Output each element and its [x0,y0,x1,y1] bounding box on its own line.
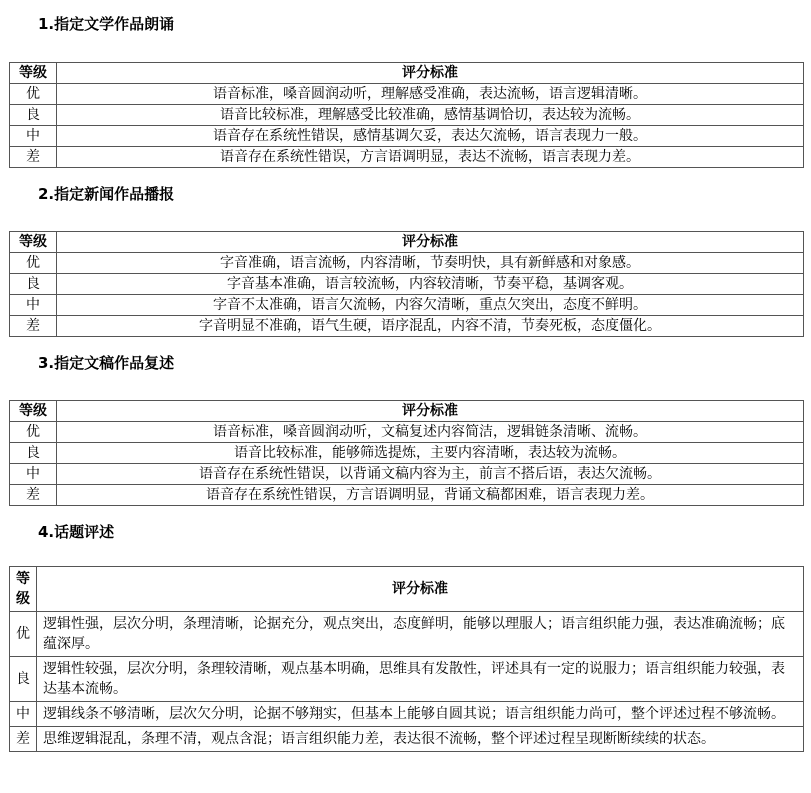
grade-header: 等级 [10,63,57,84]
criteria-cell: 语音存在系统性错误，以背诵文稿内容为主，前言不搭后语，表达欠流畅。 [57,464,804,485]
table-row [10,657,804,702]
criteria-cell: 语音比较标准，能够筛选提炼，主要内容清晰，表达较为流畅。 [57,443,804,464]
criteria-header: 评分标准 [37,567,804,612]
table-row [10,105,804,126]
criteria-cell: 字音基本准确，语言较流畅，内容较清晰，节奏平稳，基调客观。 [57,274,804,295]
grade-cell: 中 [10,126,57,147]
table-row [10,727,804,752]
table-row [10,464,804,485]
grade-cell: 差 [10,316,57,337]
grade-cell: 良 [10,274,57,295]
table-row [10,612,804,657]
score-table-1 [9,62,804,168]
section-title-2: 2.指定新闻作品播报 [38,185,175,203]
criteria-cell: 语音比较标准，理解感受比较准确，感情基调恰切，表达较为流畅。 [57,105,804,126]
criteria-header: 评分标准 [57,63,804,84]
section-title-1: 1.指定文学作品朗诵 [38,15,175,33]
table-row [10,702,804,727]
section-title-4: 4.话题评述 [38,523,115,541]
section-title-3: 3.指定文稿作品复述 [38,354,175,372]
criteria-header: 评分标准 [57,401,804,422]
table-row [10,126,804,147]
grade-cell: 差 [10,147,57,168]
grade-header: 等级 [10,232,57,253]
table-header-row [10,63,804,84]
criteria-cell: 思维逻辑混乱，条理不清，观点含混；语言组织能力差，表达很不流畅，整个评述过程呈现断断续续的状态。 [37,727,804,752]
table-header-row [10,232,804,253]
table-row [10,274,804,295]
criteria-cell: 语音存在系统性错误，方言语调明显，表达不流畅，语言表现力差。 [57,147,804,168]
grade-header: 等级 [10,567,37,612]
grade-header: 等级 [10,401,57,422]
score-table-2 [9,231,804,337]
criteria-cell: 语音存在系统性错误，感情基调欠妥，表达欠流畅，语言表现力一般。 [57,126,804,147]
grade-cell: 中 [10,464,57,485]
grade-cell: 优 [10,422,57,443]
score-table-3 [9,400,804,506]
criteria-cell: 语音标准，嗓音圆润动听，文稿复述内容简洁，逻辑链条清晰、流畅。 [57,422,804,443]
table-header-row [10,401,804,422]
grade-cell: 优 [10,84,57,105]
criteria-header: 评分标准 [57,232,804,253]
score-table-4 [9,566,804,752]
grade-cell: 良 [10,443,57,464]
grade-cell: 中 [10,295,57,316]
criteria-cell: 字音明显不准确，语气生硬，语序混乱，内容不清，节奏死板，态度僵化。 [57,316,804,337]
grade-cell: 差 [10,727,37,752]
criteria-cell: 逻辑线条不够清晰，层次欠分明，论据不够翔实，但基本上能够自圆其说；语言组织能力尚可，整个评述过程不够流畅。 [37,702,804,727]
table-row [10,422,804,443]
criteria-cell: 语音标准，嗓音圆润动听，理解感受准确，表达流畅，语言逻辑清晰。 [57,84,804,105]
grade-cell: 优 [10,253,57,274]
table-row [10,147,804,168]
table-row [10,316,804,337]
criteria-cell: 字音不太准确，语言欠流畅，内容欠清晰，重点欠突出，态度不鲜明。 [57,295,804,316]
criteria-cell: 逻辑性较强，层次分明，条理较清晰，观点基本明确，思维具有发散性，评述具有一定的说服力；语言组织能力较强，表达基本流畅。 [37,657,804,702]
grade-cell: 良 [10,657,37,702]
criteria-cell: 字音准确，语言流畅，内容清晰，节奏明快，具有新鲜感和对象感。 [57,253,804,274]
grade-cell: 良 [10,105,57,126]
criteria-cell: 语音存在系统性错误，方言语调明显，背诵文稿都困难，语言表现力差。 [57,485,804,506]
grade-cell: 差 [10,485,57,506]
table-row [10,295,804,316]
grade-cell: 中 [10,702,37,727]
table-header-row [10,567,804,612]
table-row [10,84,804,105]
table-row [10,443,804,464]
table-row [10,253,804,274]
criteria-cell: 逻辑性强，层次分明，条理清晰，论据充分，观点突出，态度鲜明，能够以理服人；语言组织能力强，表达准确流畅；底蕴深厚。 [37,612,804,657]
table-row [10,485,804,506]
grade-cell: 优 [10,612,37,657]
